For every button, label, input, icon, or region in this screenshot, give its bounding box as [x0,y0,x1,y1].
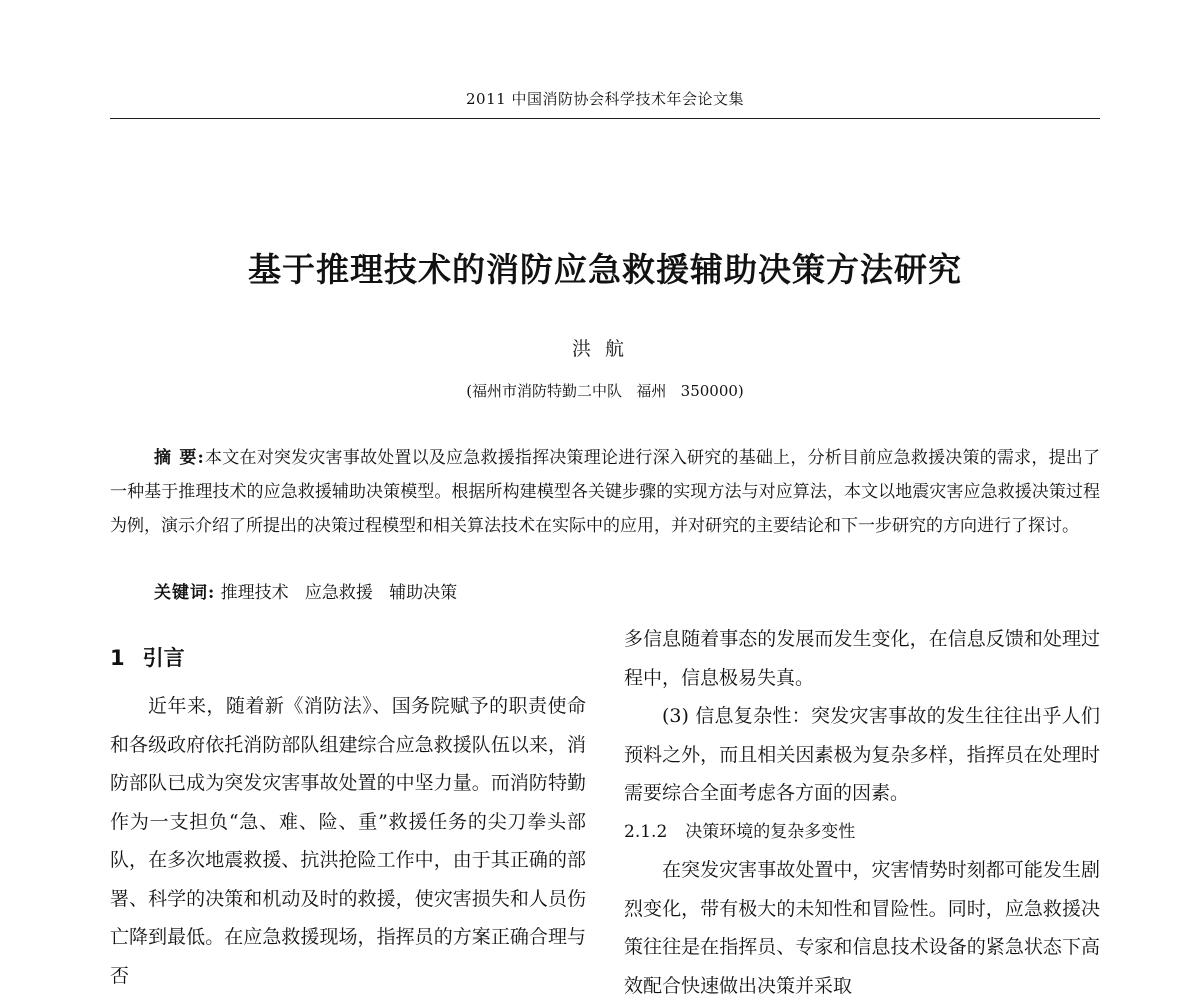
right-paragraph-3: 在突发灾害事故处置中，灾害情势时刻都可能发生剧烈变化，带有极大的未知性和冒险性。同时，应急救援决策往往是在指挥员、专家和信息技术设备的紧急状态下高效配合快速做出决策并采取 [624,859,1100,997]
left-column [110,620,586,995]
right-paragraph-1: 多信息随着事态的发展而发生变化，在信息反馈和处理过程中，信息极易失真。 [624,628,1100,689]
subsection-number: 2.1.2 [624,821,668,842]
running-header: 2011 中国消防协会科学技术年会论文集 [466,90,744,108]
right-paragraph-2: (3) 信息复杂性：突发灾害事故的发生往往出乎人们预料之外，而且相关因素极为复杂多样，指挥员在处理时需要综合全面考虑各方面的因素。 [624,705,1100,804]
right-column [624,620,1100,1005]
paper-title: 基于推理技术的消防应急救援辅助决策方法研究 [248,250,962,289]
abstract-label: 摘 要: [154,448,205,468]
author-affiliation: (福州市消防特勤二中队 福州 350000) [466,382,744,400]
keywords-label: 关键词: [154,583,216,603]
subsection-title: 决策环境的复杂多变性 [685,821,856,842]
subsection-heading [624,813,1100,852]
intro-paragraph: 近年来，随着新《消防法》、国务院赋予的职责使命和各级政府依托消防部队组建综合应急救援队伍以来，消防部队已成为突发灾害事故处置的中坚力量。而消防特勤作为一支担负“急、难、险、重”救援任务的尖刀拳头部队，在多次地震救援、抗洪抢险工作中，由于其正确的部署、科学的决策和机动及时的救援，使灾害损失和人员伤亡降到最低。在应急救援现场，指挥员的方案正确合理与否 [110,695,586,987]
header-rule [110,118,1100,119]
section-number: 1 [110,646,125,670]
abstract-text: 本文在对突发灾害事故处置以及应急救援指挥决策理论进行深入研究的基础上，分析目前应急救援决策的需求，提出了一种基于推理技术的应急救援辅助决策模型。根据所构建模型各关键步骤的实现方法与对应算法，本文以地震灾害应急救援决策过程为例，演示介绍了所提出的决策过程模型和相关算法技术在实际中的应用，并对研究的主要结论和下一步研究的方向进行了探讨。 [110,448,1100,536]
section-heading [110,639,586,677]
keywords-text: 推理技术 应急救援 辅助决策 [215,583,458,603]
keywords [154,578,1100,603]
paper-author: 洪航 [571,338,638,360]
section-title: 引言 [142,646,185,670]
abstract [110,441,1100,543]
